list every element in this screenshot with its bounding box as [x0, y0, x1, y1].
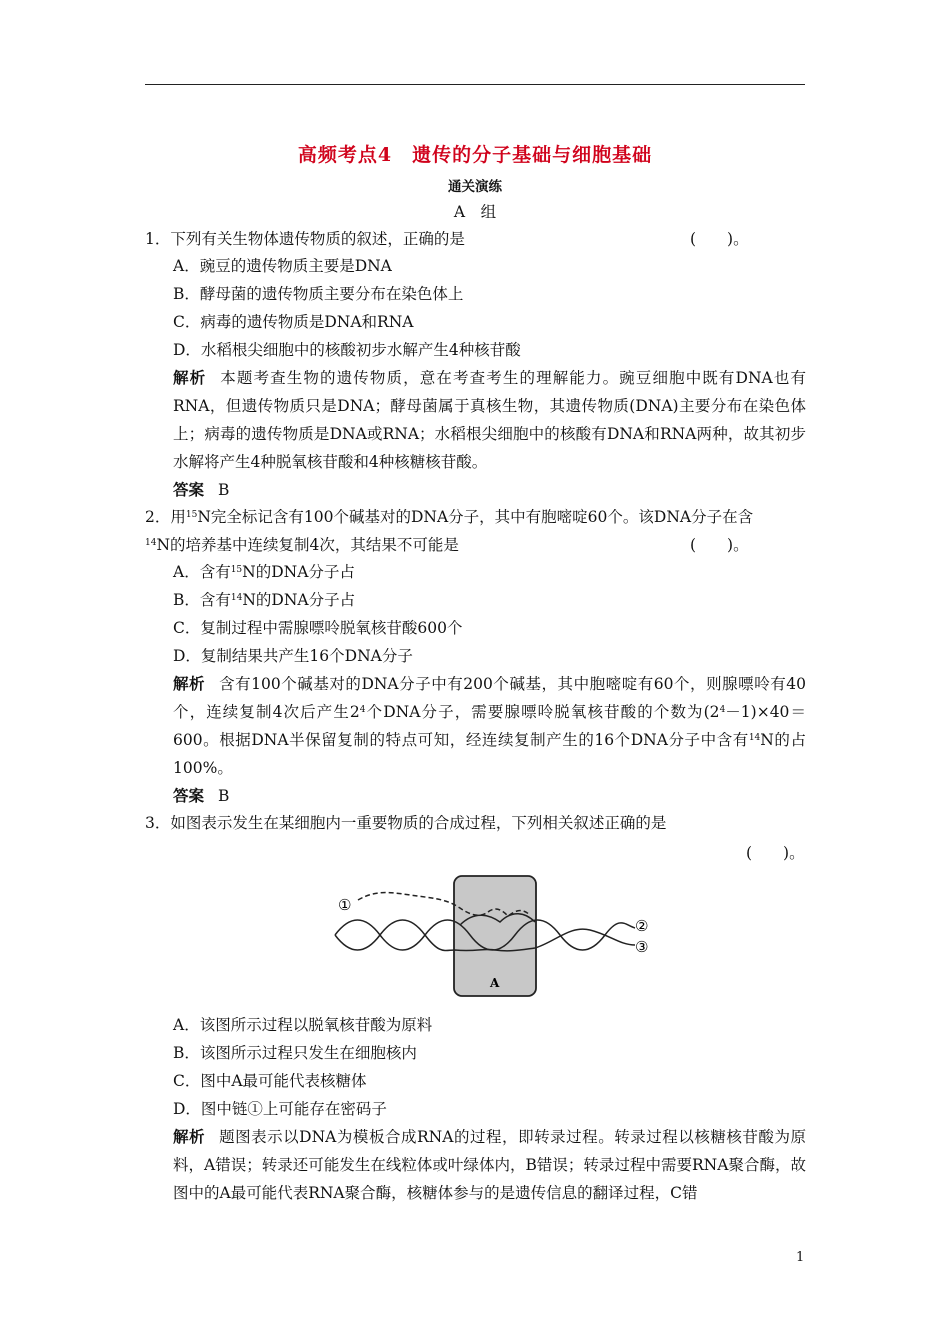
question-number: 2． [145, 508, 171, 526]
question-2-stem [145, 507, 753, 527]
option-d: D．图中链①上可能存在密码子 [173, 1100, 387, 1118]
option-b [173, 590, 355, 610]
answer-bracket: ( )。 [690, 536, 749, 554]
option-a [173, 562, 355, 582]
analysis-paragraph [173, 1123, 806, 1207]
label-1: ① [338, 896, 352, 914]
option-a: A．该图所示过程以脱氧核苷酸为原料 [173, 1016, 433, 1034]
option-c: C．图中A最可能代表核糖体 [173, 1072, 367, 1090]
analysis-paragraph [173, 364, 806, 476]
analysis-text: 个DNA分子，需要腺嘌呤脱氧核苷酸的个数为(2 [365, 703, 720, 721]
page-number: 1 [796, 1250, 805, 1265]
diagram-svg [330, 870, 660, 1005]
question-text: N的培养基中连续复制4次，其结果不可能是 [156, 536, 459, 554]
option-b: B．酵母菌的遗传物质主要分布在染色体上 [173, 285, 464, 303]
label-3: ③ [635, 938, 649, 956]
answer-label: 答案 [173, 786, 205, 805]
answer-value: B [218, 787, 230, 805]
transcription-diagram [330, 870, 660, 1005]
option-a: A．豌豆的遗传物质主要是DNA [173, 257, 392, 275]
answer-line [173, 480, 229, 500]
option-text: N的DNA分子占 [242, 563, 355, 581]
answer-line [173, 786, 229, 806]
isotope-superscript: 15 [185, 510, 198, 520]
isotope-superscript: 14 [145, 538, 157, 548]
answer-bracket: ( )。 [746, 844, 805, 862]
option-c: C．复制过程中需腺嘌呤脱氧核苷酸600个 [173, 619, 463, 637]
question-3-stem [145, 813, 666, 833]
question-number: 3． [145, 814, 171, 832]
isotope-superscript: 14 [230, 593, 243, 603]
option-text: A．含有 [173, 563, 231, 581]
group-label: A 组 [453, 203, 497, 221]
isotope-superscript: 15 [230, 565, 243, 575]
option-text: N的DNA分子占 [242, 591, 356, 609]
question-number: 1． [145, 230, 171, 248]
option-d: D．复制结果共产生16个DNA分子 [173, 647, 413, 665]
question-text: 用 [170, 508, 186, 526]
analysis-label: 解析 [173, 1127, 206, 1146]
answer-label: 答案 [173, 480, 205, 499]
answer-value: B [218, 481, 230, 499]
option-text: B．含有 [173, 591, 231, 609]
question-1-stem [145, 229, 465, 249]
question-text: 下列有关生物体遗传物质的叙述，正确的是 [170, 230, 465, 248]
analysis-paragraph [173, 670, 806, 782]
answer-bracket: ( )。 [690, 230, 749, 248]
analysis-label: 解析 [173, 368, 207, 387]
header-rule [145, 84, 805, 85]
option-c: C．病毒的遗传物质是DNA和RNA [173, 313, 414, 331]
question-text: 如图表示发生在某细胞内一重要物质的合成过程，下列相关叙述正确的是 [170, 814, 667, 832]
analysis-text: N的占100%。 [173, 731, 806, 777]
analysis-label: 解析 [173, 674, 206, 693]
analysis-text: 含有100个碱基对的DNA分子中有200个碱基，其中胞嘧啶有60个，则腺嘌呤有40个，连续复制4次后产生2 [173, 675, 806, 721]
label-2: ② [635, 917, 649, 935]
analysis-text: 题图表示以DNA为模板合成RNA的过程，即转录过程。转录过程以核糖核苷酸为原料，A错误；转录还可能发生在线粒体或叶绿体内，B错误；转录过程中需要RNA聚合酶，故图中的A最可能代表RNA聚合酶，核糖体参与的是遗传信息的翻译过程，C错 [173, 1128, 806, 1202]
label-a: A [490, 976, 500, 990]
exponent: 4 [359, 705, 366, 715]
option-b: B．该图所示过程只发生在细胞核内 [173, 1044, 417, 1062]
analysis-text: －1)×40＝600。根据DNA半保留复制的特点可知，经连续复制产生的16个DNA分子中含有 [173, 703, 807, 749]
exponent: 4 [719, 705, 726, 715]
question-2-stem-cont [145, 535, 459, 555]
section-subtitle: 通关演练 [448, 179, 502, 195]
isotope-superscript: 14 [748, 733, 761, 743]
option-d: D．水稻根尖细胞中的核酸初步水解产生4种核苷酸 [173, 341, 521, 359]
analysis-text: 本题考查生物的遗传物质，意在考查考生的理解能力。豌豆细胞中既有DNA也有RNA，但遗传物质只是DNA；酵母菌属于真核生物，其遗传物质(DNA)主要分布在染色体上；病毒的遗传物质是DNA或RNA；水稻根尖细胞中的核酸有DNA和RNA两种，故其初步水解将产生4种脱氧核苷酸和4种核糖核苷酸。 [173, 369, 806, 471]
page-title: 高频考点4 遗传的分子基础与细胞基础 [297, 144, 653, 166]
question-text: N完全标记含有100个碱基对的DNA分子，其中有胞嘧啶60个。该DNA分子在含 [197, 508, 754, 526]
